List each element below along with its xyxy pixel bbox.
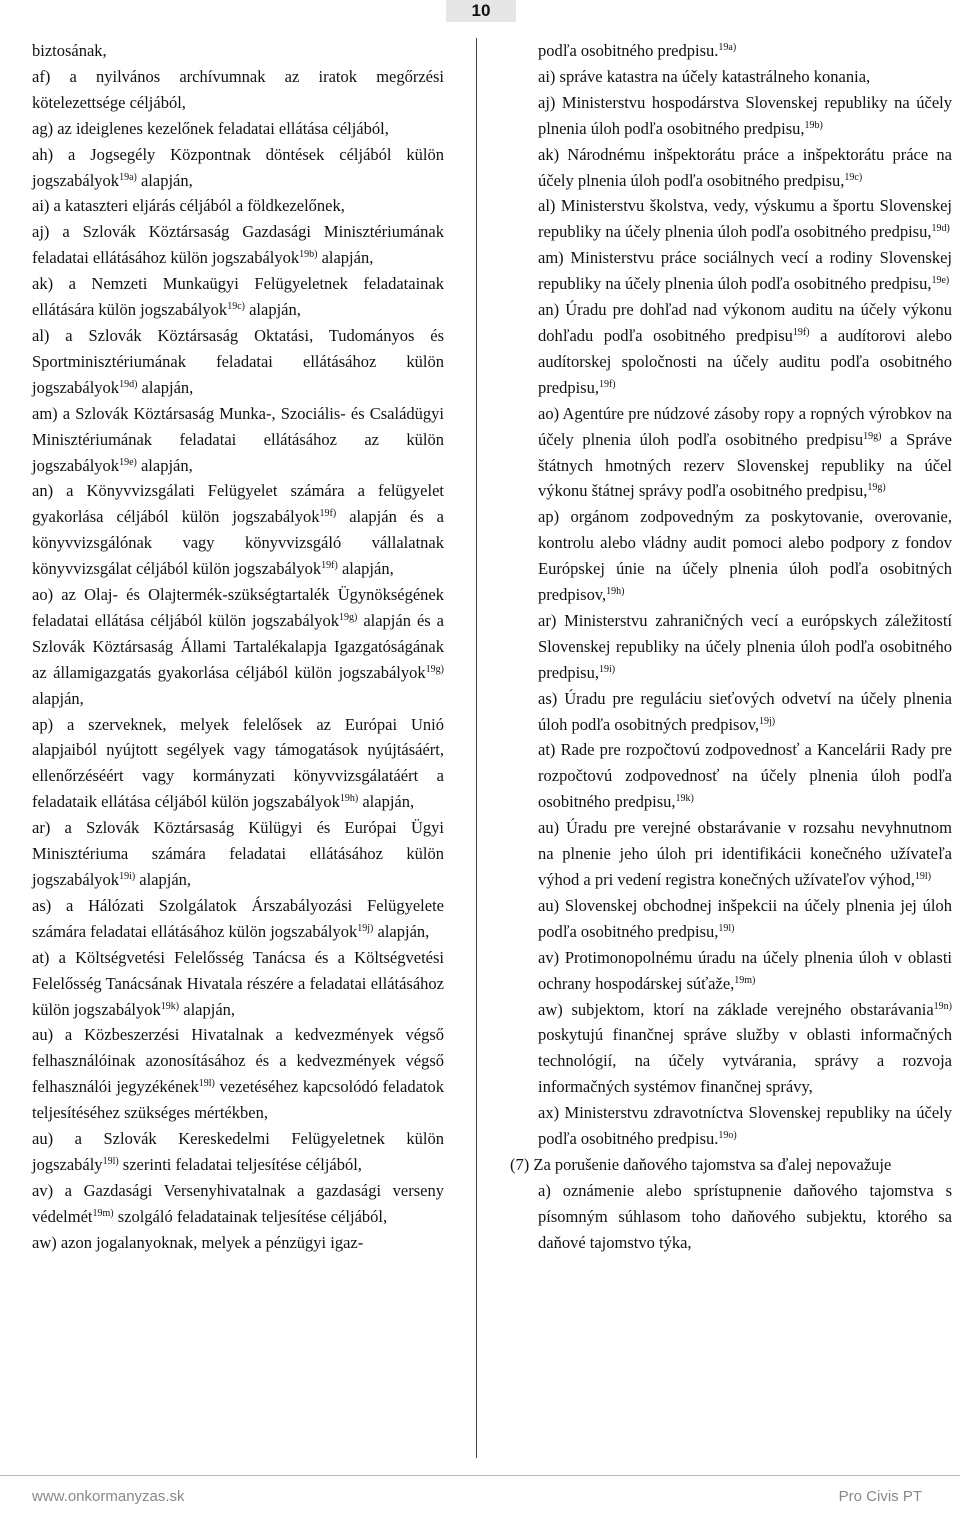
footnote-reference: 19f) xyxy=(598,378,616,390)
hungarian-list-item xyxy=(32,193,444,219)
footnote-reference: 19h) xyxy=(339,793,359,805)
footnote-reference: 19o) xyxy=(718,1130,737,1142)
text-run: aw) subjektom, ktorí na základe verejného obstarávania xyxy=(538,999,934,1019)
text-run: au) Úradu pre verejné obstarávanie v rozsahu nevyhnutnom na plnenie jeho úloh pri identifikácii konečného užívateľa výhod a pri vedení registra konečných užívateľov výhod, xyxy=(538,818,952,889)
text-run: au) a Szlovák Kereskedelmi Felügyeletnek külön jogszabály xyxy=(32,1129,444,1174)
slovak-list-item xyxy=(510,64,952,90)
text-run: ap) a szerveknek, melyek felelősek az Európai Unió alapjaiból nyújtott segélyek vagy támogatások nyújtásáért, ellenőrzéséért vagy kormányzati könyvvizsgálatáért a feladataik ellátása céljából külön jogszabályok xyxy=(32,714,444,812)
hungarian-list-item xyxy=(32,478,444,582)
text-run: au) Slovenskej obchodnej inšpekcii na účely plnenia jej úloh podľa osobitného predpisu, xyxy=(538,895,952,941)
hungarian-list-item xyxy=(32,116,444,142)
footnote-reference: 19g) xyxy=(339,611,358,623)
text-run: szolgáló feladatainak teljesítése céljából, xyxy=(113,1206,388,1226)
slovak-list-item xyxy=(510,1100,952,1152)
slovak-list-item xyxy=(510,38,952,64)
slovak-list-item xyxy=(510,504,952,608)
hungarian-list-item xyxy=(32,582,444,712)
text-run: aj) a Szlovák Köztársaság Gazdasági Minisztériumának feladatai ellátásához külön jogszabályok xyxy=(32,222,444,268)
text-run: ar) Ministerstvu zahraničných vecí a európskych záležitostí Slovenskej republiky na účely plnenia úloh podľa osobitného predpisu, xyxy=(538,610,952,682)
footnote-reference: 19l) xyxy=(102,1155,119,1167)
slovak-list-item xyxy=(510,686,952,738)
text-run: szerinti feladatai teljesítése céljából, xyxy=(118,1154,362,1174)
hungarian-list-item xyxy=(32,271,444,323)
text-run: an) a Könyvvizsgálati Felügyelet számára a felügyelet gyakorlása céljából külön jogszabályok xyxy=(32,481,444,527)
text-run: biztosának, xyxy=(32,41,107,60)
footnote-reference: 19b) xyxy=(299,249,318,261)
hungarian-list-item xyxy=(32,142,444,194)
text-run: alapján, xyxy=(32,688,84,708)
text-run: at) a Költségvetési Felelősség Tanácsa és a Költségvetési Felelősség Tanácsának Hivatala részére a feladatai ellátásához külön jogszabályok xyxy=(32,947,444,1019)
footnote-reference: 19l) xyxy=(718,922,735,934)
hungarian-list-item xyxy=(32,815,444,893)
text-run: ak) a Nemzeti Munkaügyi Felügyeletnek feladatainak ellátására külön jogszabályok xyxy=(32,274,444,320)
hungarian-list-item xyxy=(32,712,444,816)
footnote-reference: 19j) xyxy=(759,715,776,727)
footnote-reference: 19h) xyxy=(606,586,625,598)
text-run: alapján, xyxy=(244,300,301,320)
hungarian-list-item xyxy=(32,945,444,1023)
hungarian-list-item xyxy=(32,219,444,271)
slovak-paragraph xyxy=(510,1152,952,1178)
slovak-list-item xyxy=(510,193,952,245)
text-run: alapján, xyxy=(337,559,394,579)
text-run: alapján és a Szlovák Köztársaság Állami Tartalékalapja Igazgatóságának az államigazgatás gyakorlása céljából külön jogszabályok xyxy=(32,610,444,682)
text-run: alapján, xyxy=(317,248,374,268)
left-column-hungarian xyxy=(32,38,444,1466)
text-run: ah) a Jogsegély Központnak döntések céljából külön jogszabályok xyxy=(32,144,444,190)
text-run: ai) správe katastra na účely katastrálneho konania, xyxy=(538,66,871,86)
text-run: av) a Gazdasági Versenyhivatalnak a gazdasági verseny védelmét xyxy=(32,1180,444,1226)
footnote-reference: 19i) xyxy=(119,871,136,882)
footnote-reference: 19g) xyxy=(863,430,882,442)
footnote-reference: 19e) xyxy=(931,275,950,287)
footnote-reference: 19l) xyxy=(914,871,932,882)
slovak-list-item xyxy=(510,893,952,945)
slovak-list-item xyxy=(510,90,952,142)
text-run: alapján, xyxy=(137,377,194,397)
text-run: af) a nyilvános archívumnak az iratok megőrzési kötelezettsége céljából, xyxy=(32,66,444,112)
text-run: a Správe štátnych hmotných rezerv Slovenskej republiky na účel výkonu štátnej správy podľa osobitného predpisu, xyxy=(538,429,952,501)
slovak-list-item xyxy=(510,401,952,505)
hungarian-list-item xyxy=(32,1022,444,1126)
footnote-reference: 19e) xyxy=(119,456,137,468)
hungarian-list-item xyxy=(32,323,444,401)
footnote-reference: 19g) xyxy=(867,482,886,494)
text-run: alapján és a könyvvizsgálónak vagy könyvvizsgáló vállalatnak könyvvizsgálat céljából külön jogszabályok xyxy=(32,507,444,579)
text-run: al) a Szlovák Köztársaság Oktatási, Tudományos és Sportminisztériumának feladatai ellátásához külön jogszabályok xyxy=(32,325,444,397)
page-footer xyxy=(0,1475,960,1516)
text-run: al) Ministerstvu školstva, vedy, výskumu a športu Slovenskej republiky na účely plnenia úloh podľa osobitného predpisu, xyxy=(538,196,952,242)
text-run: a audítorovi alebo audítorskej spoločnosti na účely auditu podľa osobitného predpisu, xyxy=(538,325,952,397)
text-run: ao) Agentúre pre núdzové zásoby ropy a ropných výrobkov na účely plnenia úloh podľa osobitného predpisu xyxy=(538,403,952,449)
text-run: at) Rade pre rozpočtovú zodpovednosť a Kancelárii Rady pre rozpočtovú zodpovednosť na účely plnenia úloh podľa osobitného predpisu, xyxy=(538,740,952,812)
footnote-reference: 19f) xyxy=(792,326,810,338)
footnote-reference: 19d) xyxy=(931,223,950,235)
footnote-reference: 19g) xyxy=(425,663,444,675)
slovak-list-item xyxy=(510,297,952,401)
footer-publisher: Pro Civis PT xyxy=(838,1488,922,1505)
slovak-list-item xyxy=(510,142,952,194)
footnote-reference: 19a) xyxy=(119,171,137,183)
hungarian-list-item xyxy=(32,1178,444,1230)
footnote-reference: 19c) xyxy=(844,171,863,183)
text-run: ao) az Olaj- és Olajtermék-szükségtartalék Ügynökségének feladatai ellátása céljából külön jogszabályok xyxy=(32,585,444,630)
text-run: a) oznámenie alebo sprístupnenie daňového tajomstva s písomným súhlasom toho daňového subjektu, ktorého sa daňové tajomstvo týka, xyxy=(538,1180,952,1252)
footnote-reference: 19j) xyxy=(357,922,374,934)
hungarian-list-item xyxy=(32,1230,444,1256)
text-run: ap) orgánom zodpovedným za poskytovanie, overovanie, kontrolu alebo vládny audit pomoci alebo podpory z fondov Európskej únie na účely plnenia úloh podľa osobitných predpisov, xyxy=(538,507,952,605)
text-run: vezetéséhez kapcsolódó feladatok teljesítéséhez szükséges mértékben, xyxy=(32,1077,444,1123)
text-run: am) Ministerstvu práce sociálnych vecí a rodiny Slovenskej republiky na účely plnenia úloh podľa osobitného predpisu, xyxy=(538,248,952,294)
text-run: aj) Ministerstvu hospodárstva Slovenskej republiky na účely plnenia úloh podľa osobitného predpisu, xyxy=(538,92,952,138)
slovak-list-item xyxy=(510,997,952,1101)
footnote-reference: 19n) xyxy=(933,1000,952,1012)
footnote-reference: 19d) xyxy=(119,378,138,390)
text-run: alapján, xyxy=(136,170,193,190)
column-divider xyxy=(476,38,477,1458)
text-run: ag) az ideiglenes kezelőnek feladatai ellátása céljából, xyxy=(32,118,389,138)
hungarian-list-item xyxy=(32,1126,444,1178)
slovak-list-item xyxy=(510,815,952,893)
right-column-slovak xyxy=(510,38,952,1466)
footnote-reference: 19b) xyxy=(804,119,823,131)
hungarian-list-item xyxy=(32,38,444,64)
slovak-list-item xyxy=(510,608,952,686)
footnote-reference: 19a) xyxy=(718,42,737,53)
hungarian-list-item xyxy=(32,401,444,479)
hungarian-list-item xyxy=(32,893,444,945)
text-run: as) Úradu pre reguláciu sieťových odvetví na účely plnenia úloh podľa osobitných predpisov, xyxy=(538,688,952,734)
slovak-list-item xyxy=(510,1178,952,1256)
text-run: poskytujú finančnej správe služby v oblasti informačných technológií, na účely vytvárania, správy a rozvoja informačných systémov finančnej správy, xyxy=(538,1025,952,1097)
footnote-reference: 19k) xyxy=(160,1000,180,1012)
slovak-list-item xyxy=(510,945,952,997)
page-number: 10 xyxy=(446,0,516,22)
text-run: aw) azon jogalanyoknak, melyek a pénzügyi igaz- xyxy=(32,1232,364,1252)
text-run: podľa osobitného predpisu. xyxy=(538,41,719,60)
text-run: an) Úradu pre dohľad nad výkonom auditu na účely výkonu dohľadu podľa osobitného predpisu xyxy=(538,300,952,345)
text-run: av) Protimonopolnému úradu na účely plnenia úloh v oblasti ochrany hospodárskej súťaže, xyxy=(538,947,952,993)
text-run: ax) Ministerstvu zdravotníctva Slovenskej republiky na účely podľa osobitného predpisu. xyxy=(538,1103,952,1149)
footnote-reference: 19l) xyxy=(198,1078,215,1090)
footnote-reference: 19c) xyxy=(227,301,245,313)
text-run: alapján, xyxy=(135,870,192,889)
text-run: (7) Za porušenie daňového tajomstva sa ďalej nepovažuje xyxy=(510,1154,892,1174)
text-run: ak) Národnému inšpektorátu práce a inšpektorátu práce na účely plnenia úloh podľa osobitného predpisu, xyxy=(538,144,952,190)
footnote-reference: 19m) xyxy=(734,974,756,986)
footnote-reference: 19i) xyxy=(598,663,616,675)
slovak-list-item xyxy=(510,245,952,297)
footnote-reference: 19k) xyxy=(675,793,694,805)
text-run: alapján, xyxy=(358,792,415,812)
text-run: au) a Közbeszerzési Hivatalnak a kedvezmények végső felhasználóinak azonosításához és a kedvezmények végső felhasználói jegyzékének xyxy=(32,1025,444,1097)
hungarian-list-item xyxy=(32,64,444,116)
text-run: alapján, xyxy=(136,455,193,475)
footnote-reference: 19m) xyxy=(92,1207,114,1219)
text-run: am) a Szlovák Köztársaság Munka-, Szociális- és Családügyi Minisztériumának feladatai ellátásához az külön jogszabályok xyxy=(32,403,444,475)
footnote-reference: 19f) xyxy=(321,560,338,572)
footnote-reference: 19f) xyxy=(319,508,337,520)
text-run: alapján, xyxy=(179,999,236,1019)
text-run: alapján, xyxy=(373,921,430,941)
text-run: ai) a kataszteri eljárás céljából a földkezelőnek, xyxy=(32,196,345,216)
slovak-list-item xyxy=(510,737,952,815)
text-run: as) a Hálózati Szolgálatok Árszabályozási Felügyelete számára feladatai ellátásához külön jogszabályok xyxy=(32,895,444,941)
text-run: ar) a Szlovák Köztársaság Külügyi és Európai Ügyi Minisztériuma számára feladatai ellátásához külön jogszabályok xyxy=(32,818,444,889)
footer-website-link[interactable]: www.onkormanyzas.sk xyxy=(32,1488,185,1505)
